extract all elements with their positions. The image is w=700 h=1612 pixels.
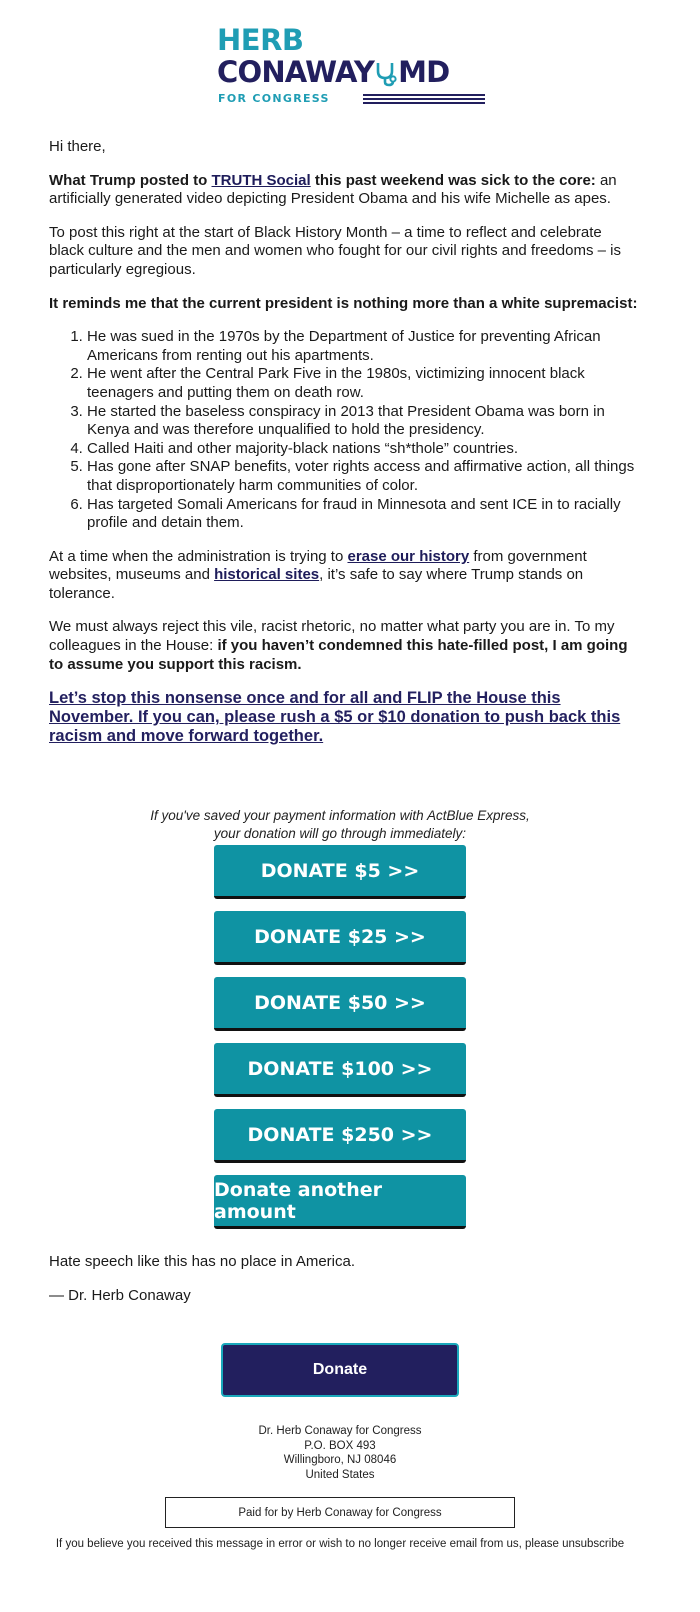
cta-paragraph [49, 689, 639, 746]
donate-25-button[interactable]: DONATE $25 >> [214, 911, 466, 965]
historical-sites-link[interactable]: historical sites [214, 566, 320, 584]
actblue-note [0, 807, 680, 843]
paid-for-disclaimer: Paid for by Herb Conaway for Congress [165, 1497, 515, 1528]
p3-bold: It reminds me that the current president is nothing more than a white supremacist: [49, 294, 638, 312]
actblue-note-line1: If you've saved your payment information with ActBlue Express, [150, 808, 530, 823]
donate-5-button[interactable]: DONATE $5 >> [214, 845, 466, 899]
p4-text-b: from government websites, museums and [49, 547, 587, 584]
closing-section [49, 1253, 355, 1320]
list-item: 4. Called Haiti and other majority-black nations “sh*thole” countries. [87, 440, 639, 459]
stethoscope-icon [375, 61, 397, 87]
donate-other-button[interactable]: Donate another amount [214, 1175, 466, 1229]
logo-tagline: FOR CONGRESS [218, 92, 330, 105]
grievance-list [49, 328, 639, 533]
campaign-logo [217, 24, 477, 110]
list-item: 1. He was sued in the 1970s by the Department of Justice for preventing African Americans from renting out his apartments. [87, 328, 639, 365]
actblue-note-line2: your donation will go through immediately: [213, 826, 467, 841]
list-item: 5. Has gone after SNAP benefits, voter rights access and affirmative action, all things that disproportionately harm communities of color. [87, 458, 639, 495]
p5-text: We must always reject this vile, racist rhetoric, no matter what party you are in. To my colleagues in the House: [49, 618, 615, 655]
signature: — Dr. Herb Conaway [49, 1286, 191, 1304]
paragraph-4 [49, 548, 639, 604]
p5-bold: if you haven’t condemned this hate-filled post, I am going to assume you support this racism. [49, 637, 628, 673]
paragraph-3 [49, 295, 639, 314]
footer-city: Willingboro, NJ 08046 [283, 1454, 397, 1466]
closing-line: Hate speech like this has no place in America. [49, 1253, 355, 1270]
logo-surname: CONAWAY [217, 55, 375, 89]
footer-address [0, 1424, 680, 1482]
p1-bold-a: What Trump posted to [49, 171, 212, 189]
donate-50-button[interactable]: DONATE $50 >> [214, 977, 466, 1031]
p1-rest: an artificially generated video depicting President Obama and his wife Michelle as apes. [49, 171, 617, 208]
donate-250-button[interactable]: DONATE $250 >> [214, 1109, 466, 1163]
erase-history-link[interactable]: erase our history [347, 547, 470, 565]
footer-country: United States [305, 1468, 375, 1481]
truth-social-link[interactable]: TRUTH Social [211, 171, 311, 189]
greeting: Hi there, [49, 138, 106, 155]
email-body [49, 138, 639, 761]
donate-button[interactable]: Donate [221, 1343, 459, 1397]
logo-last-name [217, 56, 449, 88]
footer-po-box: P.O. BOX 493 [304, 1439, 376, 1452]
p1-bold-b: this past weekend was sick to the core: [310, 171, 596, 189]
p4-text-c: , it’s safe to say where Trump stands on tolerance. [49, 566, 584, 602]
list-item: 6. Has targeted Somali Americans for fraud in Minnesota and sent ICE in to racially profile and detain them. [87, 496, 639, 533]
p4-text-a: At a time when the administration is trying to [49, 547, 348, 565]
logo-first-name: HERB [217, 23, 304, 57]
logo-stripes [363, 94, 485, 106]
list-item: 2. He went after the Central Park Five in the 1980s, victimizing innocent black teenagers and putting them on death row. [87, 365, 639, 402]
footer-org: Dr. Herb Conaway for Congress [258, 1425, 422, 1437]
cta-link[interactable]: Let’s stop this nonsense once and for all and FLIP the House this November. If you can, please rush a $5 or $10 donation to push back this racism and move forward together. [49, 689, 621, 746]
list-item: 3. He started the baseless conspiracy in 2013 that President Obama was born in Kenya and was therefore unqualified to hold the presidency. [87, 403, 639, 440]
unsubscribe-text[interactable]: If you believe you received this message in error or wish to no longer receive email from us, please unsubscribe [55, 1538, 625, 1550]
donate-100-button[interactable]: DONATE $100 >> [214, 1043, 466, 1097]
logo-md: MD [398, 55, 450, 89]
paragraph-2: To post this right at the start of Black History Month – a time to reflect and celebrate black culture and the men and women who fought for our civil rights and freedoms – is particularly egregious. [49, 223, 621, 278]
paragraph-1 [49, 172, 639, 209]
paragraph-5 [49, 618, 639, 674]
